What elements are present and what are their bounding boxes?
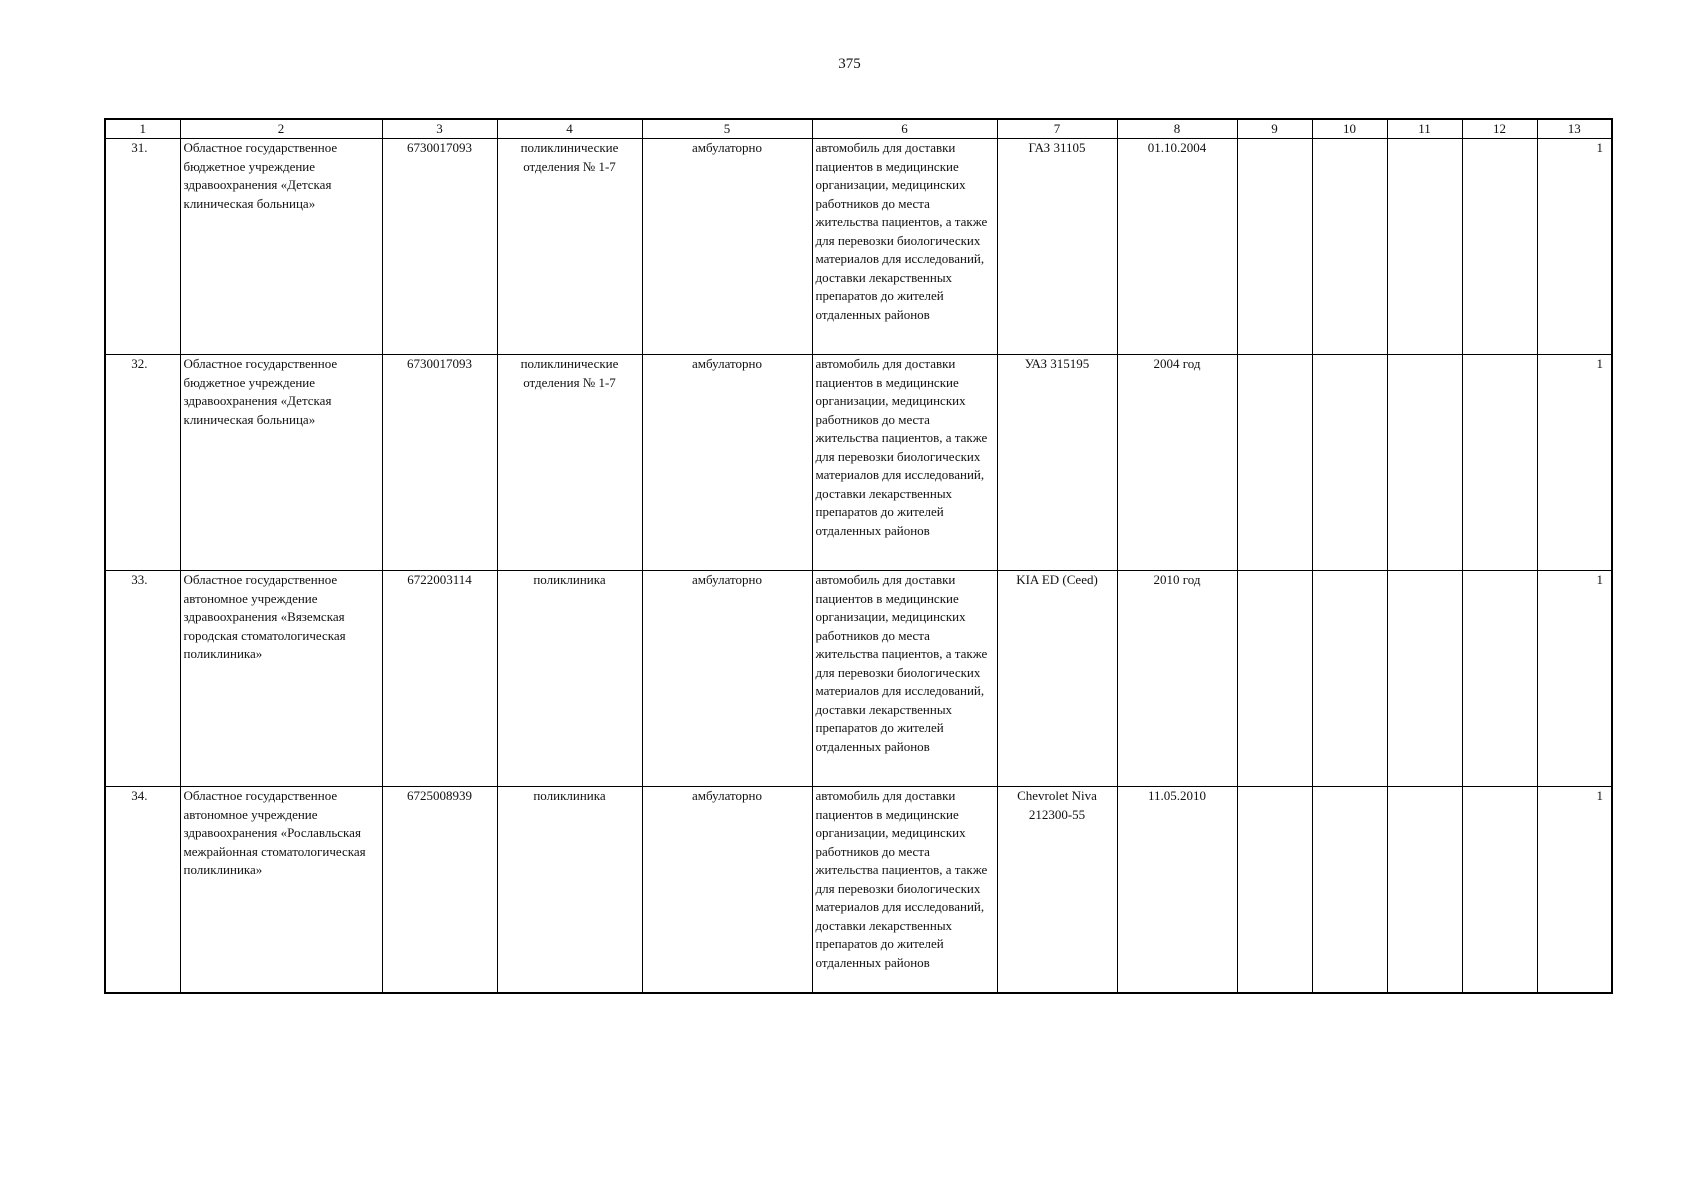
vehicle-count: 1 (1537, 355, 1612, 571)
cell-col-11 (1387, 355, 1462, 571)
inn-code: 6730017093 (382, 355, 497, 571)
vehicle-count: 1 (1537, 139, 1612, 355)
cell-col-11 (1387, 787, 1462, 993)
header-col-13: 13 (1537, 119, 1612, 139)
vehicle-model: Chevrolet Niva 212300-55 (997, 787, 1117, 993)
vehicle-date: 2004 год (1117, 355, 1237, 571)
unit-name: поликлинические отделения № 1-7 (497, 139, 642, 355)
cell-col-9 (1237, 571, 1312, 787)
header-col-12: 12 (1462, 119, 1537, 139)
cell-col-10 (1312, 355, 1387, 571)
row-number: 32. (105, 355, 180, 571)
row-number: 33. (105, 571, 180, 787)
header-col-5: 5 (642, 119, 812, 139)
vehicle-model: ГАЗ 31105 (997, 139, 1117, 355)
inn-code: 6722003114 (382, 571, 497, 787)
header-row (105, 119, 1612, 139)
inn-code: 6725008939 (382, 787, 497, 993)
row-number: 34. (105, 787, 180, 993)
cell-col-12 (1462, 355, 1537, 571)
cell-col-12 (1462, 139, 1537, 355)
vehicle-purpose: автомобиль для доставки пациентов в медицинские организации, медицинских работников до места жительства пациентов, а также для перевозки биологических материалов для исследований, доставки лекарственных препаратов до жителей отдаленных районов (812, 787, 997, 993)
unit-name: поликлинические отделения № 1-7 (497, 355, 642, 571)
cell-col-10 (1312, 571, 1387, 787)
inn-code: 6730017093 (382, 139, 497, 355)
organization-name: Областное государственное автономное учреждение здравоохранения «Вяземская городская стоматологическая поликлиника» (180, 571, 382, 787)
table-row (105, 571, 1612, 787)
vehicle-count: 1 (1537, 571, 1612, 787)
care-type: амбулаторно (642, 355, 812, 571)
header-col-2: 2 (180, 119, 382, 139)
header-col-8: 8 (1117, 119, 1237, 139)
cell-col-11 (1387, 139, 1462, 355)
vehicle-date: 11.05.2010 (1117, 787, 1237, 993)
header-col-7: 7 (997, 119, 1117, 139)
care-type: амбулаторно (642, 787, 812, 993)
unit-name: поликлиника (497, 571, 642, 787)
organization-name: Областное государственное бюджетное учреждение здравоохранения «Детская клиническая больница» (180, 355, 382, 571)
care-type: амбулаторно (642, 139, 812, 355)
cell-col-12 (1462, 787, 1537, 993)
cell-col-9 (1237, 787, 1312, 993)
organization-name: Областное государственное автономное учреждение здравоохранения «Рославльская межрайонная стоматологическая поликлиника» (180, 787, 382, 993)
cell-col-9 (1237, 139, 1312, 355)
cell-col-12 (1462, 571, 1537, 787)
vehicle-model: KIA ED (Ceed) (997, 571, 1117, 787)
unit-name: поликлиника (497, 787, 642, 993)
cell-col-9 (1237, 355, 1312, 571)
table-row (105, 787, 1612, 993)
page-number: 375 (838, 56, 861, 72)
vehicle-purpose: автомобиль для доставки пациентов в медицинские организации, медицинских работников до места жительства пациентов, а также для перевозки биологических материалов для исследований, доставки лекарственных препаратов до жителей отдаленных районов (812, 139, 997, 355)
header-col-1: 1 (105, 119, 180, 139)
vehicle-model: УАЗ 315195 (997, 355, 1117, 571)
vehicle-count: 1 (1537, 787, 1612, 993)
vehicle-purpose: автомобиль для доставки пациентов в медицинские организации, медицинских работников до места жительства пациентов, а также для перевозки биологических материалов для исследований, доставки лекарственных препаратов до жителей отдаленных районов (812, 571, 997, 787)
row-number: 31. (105, 139, 180, 355)
cell-col-10 (1312, 139, 1387, 355)
vehicle-date: 01.10.2004 (1117, 139, 1237, 355)
organization-name: Областное государственное бюджетное учреждение здравоохранения «Детская клиническая больница» (180, 139, 382, 355)
vehicle-date: 2010 год (1117, 571, 1237, 787)
header-col-6: 6 (812, 119, 997, 139)
header-col-9: 9 (1237, 119, 1312, 139)
cell-col-10 (1312, 787, 1387, 993)
header-col-11: 11 (1387, 119, 1462, 139)
header-col-4: 4 (497, 119, 642, 139)
table-row (105, 355, 1612, 571)
cell-col-11 (1387, 571, 1462, 787)
vehicle-purpose: автомобиль для доставки пациентов в медицинские организации, медицинских работников до места жительства пациентов, а также для перевозки биологических материалов для исследований, доставки лекарственных препаратов до жителей отдаленных районов (812, 355, 997, 571)
header-col-10: 10 (1312, 119, 1387, 139)
header-col-3: 3 (382, 119, 497, 139)
table-row (105, 139, 1612, 355)
care-type: амбулаторно (642, 571, 812, 787)
vehicles-table (104, 118, 1613, 994)
